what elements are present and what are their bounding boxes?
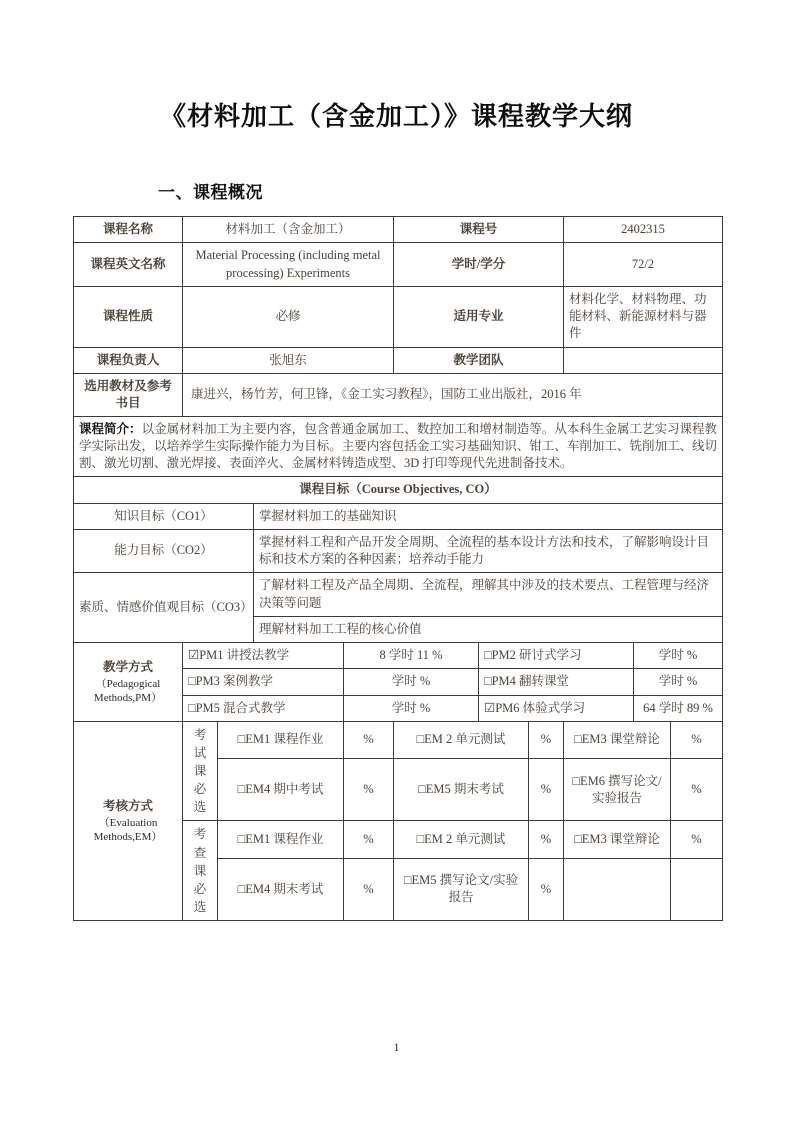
cell-label-credit-hours: 学时/学分 [394, 243, 564, 287]
cell-value-teaching-team [564, 347, 723, 373]
pm4-option[interactable] [479, 669, 634, 695]
cell-label-course-code: 课程号 [394, 217, 564, 243]
objective-text-co1: 掌握材料加工的基础知识 [254, 503, 723, 529]
checkbox-unchecked-icon[interactable]: □ [403, 873, 412, 888]
em6-exam-pct: % [671, 759, 723, 821]
pedagogical-label-en: （Pedagogical Methods,PM） [93, 677, 163, 704]
vchar: 考 [193, 827, 207, 842]
table-row [74, 529, 723, 573]
vchar: 查 [193, 845, 207, 860]
pm2-option[interactable] [479, 643, 634, 669]
pm3-label: PM3 案例教学 [195, 674, 274, 689]
cell-value-applicable-majors: 材料化学、材料物理、功能材料、新能源材料与器件 [564, 286, 723, 347]
cell-label-evaluation-methods [74, 721, 183, 920]
checkbox-unchecked-icon[interactable]: □ [574, 732, 582, 747]
em1-assess-label: EM1 课程作业 [245, 831, 324, 846]
cell-value-course-name-en: Material Processing (including metal processing) Experiments [183, 243, 394, 287]
pm5-value: 学时 % [344, 695, 479, 721]
table-row [74, 373, 723, 416]
pm6-value: 64 学时 89 % [634, 695, 723, 721]
em1-exam-label: EM1 课程作业 [245, 732, 324, 747]
vchar: 课 [193, 764, 207, 778]
cell-value-course-code: 2402315 [564, 217, 723, 243]
checkbox-unchecked-icon[interactable]: □ [237, 881, 246, 896]
cell-label-applicable-majors: 适用专业 [394, 286, 564, 347]
em1-exam-pct: % [344, 721, 394, 758]
cell-label-pedagogical-methods [74, 643, 183, 722]
cell-label-course-type: 课程性质 [74, 286, 183, 347]
course-objectives-header: 课程目标（Course Objectives, CO） [74, 477, 723, 503]
em5-exam-label: EM5 期末考试 [425, 782, 504, 797]
em4-exam-option[interactable] [218, 759, 344, 821]
vchar: 必 [193, 881, 207, 896]
section-heading-course-overview: 一、课程概况 [158, 183, 263, 202]
em4-assess-option[interactable] [218, 858, 344, 920]
objective-text-co3-line1: 了解材料工程及产品全周期、全流程，理解其中涉及的技术要点、工程管理与经济决策等问题 [254, 573, 723, 617]
em-empty-option [564, 858, 671, 920]
em3-exam-label: EM3 课堂辩论 [581, 732, 660, 747]
vchar: 课 [193, 863, 207, 878]
page-title: 《材料加工（含金加工）》课程教学大纲 [159, 102, 633, 131]
evaluation-group1-vertical-label [183, 721, 218, 821]
em3-assess-label: EM3 课堂辩论 [581, 831, 660, 846]
objective-text-co3-line2: 理解材料加工工程的核心价值 [254, 616, 723, 642]
em5-assess-pct: % [529, 858, 564, 920]
cell-value-course-name: 材料加工（含金加工） [183, 217, 394, 243]
cell-label-course-name-en: 课程英文名称 [74, 243, 183, 287]
pm2-label: PM2 研讨式学习 [491, 648, 582, 662]
table-row [74, 573, 723, 617]
em1-assess-option[interactable] [218, 821, 344, 858]
table-row [74, 347, 723, 373]
objective-label-co3: 素质、情感价值观目标（CO3） [74, 573, 254, 643]
cell-value-credit-hours: 72/2 [564, 243, 723, 287]
em1-assess-pct: % [344, 821, 394, 858]
pm5-label: PM5 混合式教学 [195, 700, 286, 715]
pm1-value: 8 学时 11 % [344, 643, 479, 669]
table-row [74, 416, 723, 477]
objective-label-co2: 能力目标（CO2） [74, 529, 254, 573]
checkbox-checked-icon[interactable]: ☑ [188, 648, 200, 662]
vchar: 考 [193, 727, 207, 742]
checkbox-checked-icon[interactable]: ☑ [484, 700, 496, 715]
em3-exam-pct: % [671, 721, 723, 758]
em4-exam-label: EM4 期中考试 [245, 782, 324, 797]
pm2-value: 学时 % [634, 643, 723, 669]
pm3-option[interactable] [183, 669, 344, 695]
cell-value-course-leader: 张旭东 [183, 347, 394, 373]
cell-value-textbook: 康进兴，杨竹芳，何卫锋，《金工实习教程》，国防工业出版社，2016 年 [183, 373, 723, 416]
em3-assess-option[interactable] [564, 821, 671, 858]
em4-exam-pct: % [344, 759, 394, 821]
checkbox-unchecked-icon[interactable]: □ [416, 732, 425, 747]
cell-course-introduction [74, 416, 723, 477]
table-row [74, 721, 723, 758]
evaluation-group2-vertical-label [183, 821, 218, 921]
table-row [74, 503, 723, 529]
table-row [74, 243, 723, 287]
em2-exam-option[interactable] [394, 721, 529, 758]
course-syllabus-table [73, 216, 723, 921]
cell-value-course-type: 必修 [183, 286, 394, 347]
cell-label-textbook: 选用教材及参考书目 [74, 373, 183, 416]
checkbox-unchecked-icon[interactable]: □ [237, 782, 246, 797]
em3-assess-pct: % [671, 821, 723, 858]
em3-exam-option[interactable] [564, 721, 671, 758]
em6-exam-label: EM6 撰写论文/实验报告 [579, 773, 662, 805]
pm4-value: 学时 % [634, 669, 723, 695]
em4-assess-pct: % [344, 858, 394, 920]
checkbox-unchecked-icon[interactable]: □ [188, 700, 196, 715]
em4-assess-label: EM4 期末考试 [245, 881, 324, 896]
cell-label-course-leader: 课程负责人 [74, 347, 183, 373]
checkbox-unchecked-icon[interactable]: □ [188, 674, 196, 689]
pm6-label: PM6 体验式学习 [495, 700, 586, 715]
course-introduction-label: 课程简介： [79, 421, 142, 436]
pm4-label: PM4 翻转课堂 [491, 674, 570, 689]
checkbox-unchecked-icon[interactable]: □ [416, 831, 425, 846]
table-row [74, 643, 723, 669]
objective-label-co1: 知识目标（CO1） [74, 503, 254, 529]
checkbox-unchecked-icon[interactable]: □ [237, 732, 246, 747]
checkbox-unchecked-icon[interactable]: □ [572, 773, 580, 788]
em2-assess-option[interactable] [394, 821, 529, 858]
objective-text-co2: 掌握材料工程和产品开发全周期、全流程的基本设计方法和技术，了解影响设计目标和技术方案的各种因素；培养动手能力 [254, 529, 723, 573]
pm3-value: 学时 % [344, 669, 479, 695]
table-row [74, 477, 723, 503]
checkbox-unchecked-icon[interactable]: □ [418, 782, 426, 797]
pm6-option[interactable] [479, 695, 634, 721]
pm5-option[interactable] [183, 695, 344, 721]
em5-assess-option[interactable] [394, 858, 529, 920]
page-number: 1 [393, 1042, 400, 1054]
course-introduction-text: 以金属材料加工为主要内容，包含普通金属加工、数控加工和增材制造等。从本科生金属工艺实习课程教学实际出发，以培养学生实际操作能力为目标。主要内容包括金工实习基础知识、钳工、车削加工、铣削加工、线切割、激光切割、激光焊接、表面淬火、金属材料铸造成型、3D 打印等现代先进制备技术。 [79, 421, 718, 470]
vchar: 必 [193, 782, 207, 797]
cell-label-teaching-team: 教学团队 [394, 347, 564, 373]
pm1-label: PM1 讲授法教学 [199, 648, 290, 662]
evaluation-label-cn: 考核方式 [102, 798, 153, 813]
checkbox-unchecked-icon[interactable]: □ [237, 831, 246, 846]
em5-exam-pct: % [529, 759, 564, 821]
em5-assess-label: EM5 撰写论文/实验报告 [411, 873, 519, 905]
pedagogical-label-cn: 教学方式 [102, 659, 153, 674]
vchar: 试 [193, 745, 207, 760]
checkbox-unchecked-icon[interactable]: □ [574, 831, 582, 846]
vchar: 选 [193, 800, 207, 815]
em-empty-pct [671, 858, 723, 920]
checkbox-unchecked-icon[interactable]: □ [484, 648, 492, 662]
em2-exam-label: EM 2 单元测试 [424, 732, 506, 747]
cell-label-course-name: 课程名称 [74, 217, 183, 243]
evaluation-label-en: （Evaluation Methods,EM） [93, 816, 163, 843]
em2-exam-pct: % [529, 721, 564, 758]
checkbox-unchecked-icon[interactable]: □ [484, 674, 492, 689]
table-row [74, 286, 723, 347]
em2-assess-label: EM 2 单元测试 [424, 831, 506, 846]
table-row [74, 217, 723, 243]
vchar: 选 [193, 899, 207, 914]
em5-exam-option[interactable] [394, 759, 529, 821]
em2-assess-pct: % [529, 821, 564, 858]
pm1-option[interactable] [183, 643, 344, 669]
em6-exam-option[interactable] [564, 759, 671, 821]
em1-exam-option[interactable] [218, 721, 344, 758]
